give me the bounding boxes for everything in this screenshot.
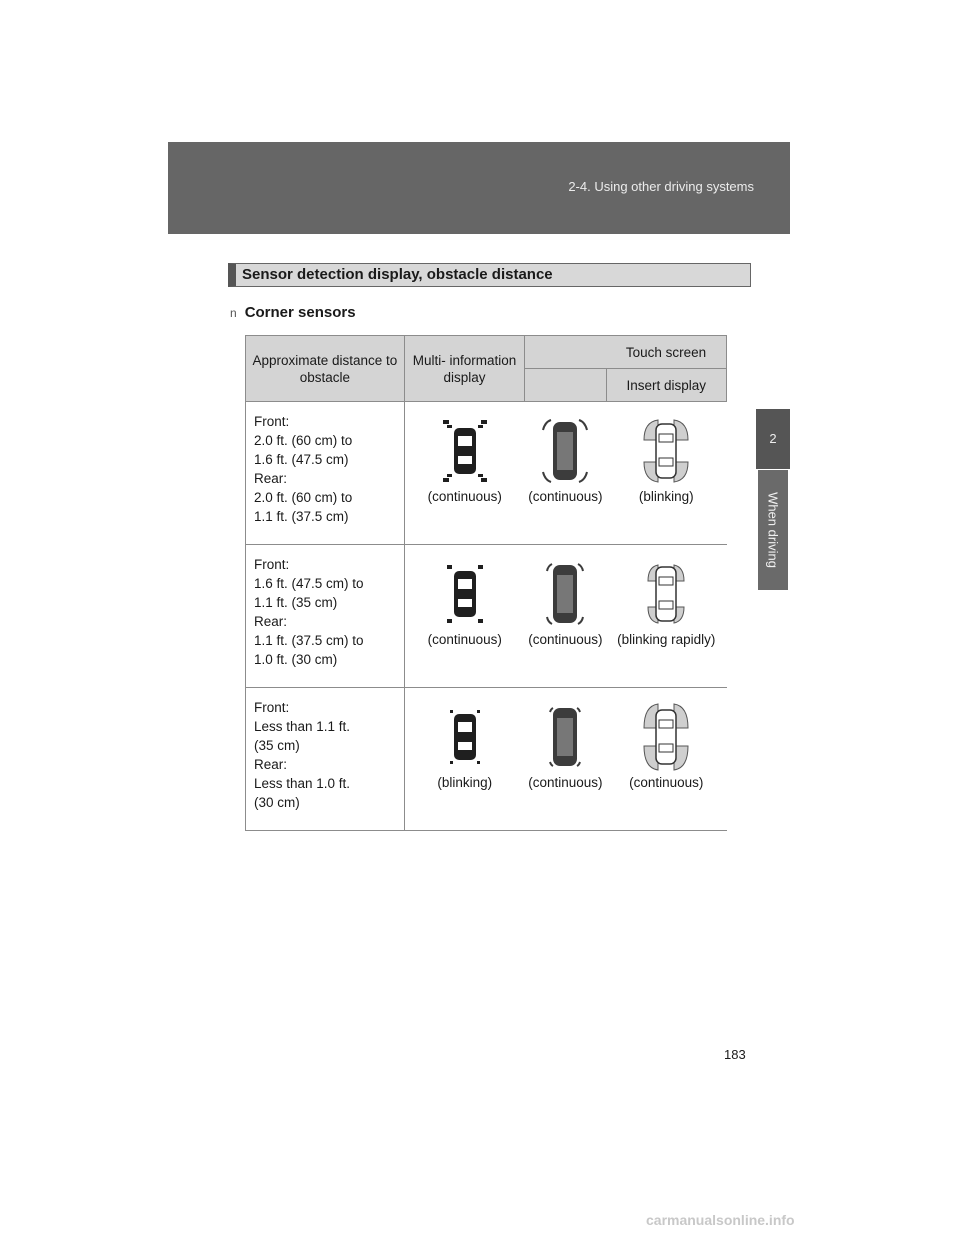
touch-caption: (continuous) <box>528 632 603 647</box>
multi-caption: (blinking) <box>437 775 493 790</box>
sub-heading <box>230 304 356 321</box>
multi-cell <box>404 402 524 545</box>
insert-cell <box>606 545 726 688</box>
distance-cell: Front: 1.6 ft. (47.5 cm) to 1.1 ft. (35 cm) Rear: 1.1 ft. (37.5 cm) to 1.0 ft. (30 cm) <box>246 545 405 688</box>
car-top-view-icon <box>435 416 495 486</box>
insert-caption: (blinking) <box>638 489 694 504</box>
insert-cell <box>606 402 726 545</box>
table-row <box>246 545 727 688</box>
section-title: 2-4. Using other driving systems <box>568 179 754 194</box>
table-row <box>246 402 727 545</box>
multi-caption: (continuous) <box>427 489 502 504</box>
car-top-view-icon <box>435 702 495 772</box>
insert-cell <box>606 688 726 831</box>
sensor-table <box>245 335 727 831</box>
touch-caption: (continuous) <box>528 489 603 504</box>
multi-caption: (continuous) <box>427 632 502 647</box>
car-top-view-icon <box>435 559 495 629</box>
section-heading: Sensor detection display, obstacle distance <box>228 263 751 287</box>
distance-cell: Front: Less than 1.1 ft. (35 cm) Rear: Less than 1.0 ft. (30 cm) <box>246 688 405 831</box>
insert-caption: (continuous) <box>629 775 704 790</box>
touch-cell <box>525 545 606 688</box>
multi-cell <box>404 688 524 831</box>
car-top-view-icon <box>535 416 595 486</box>
car-top-view-icon <box>535 559 595 629</box>
car-top-view-icon <box>636 416 696 486</box>
table-row <box>246 688 727 831</box>
header-touch: Touch screen <box>606 336 726 369</box>
header-touch-spacer <box>525 336 606 369</box>
touch-cell <box>525 402 606 545</box>
watermark: carmanualsonline.info <box>646 1212 795 1228</box>
multi-cell <box>404 545 524 688</box>
insert-caption: (blinking rapidly) <box>617 632 716 647</box>
car-top-view-icon <box>636 559 696 629</box>
distance-cell: Front: 2.0 ft. (60 cm) to 1.6 ft. (47.5 cm) Rear: 2.0 ft. (60 cm) to 1.1 ft. (37.5 cm) <box>246 402 405 545</box>
header-multi: Multi- information display <box>404 336 524 402</box>
header-touch-blank <box>525 369 606 402</box>
sub-heading-text: Corner sensors <box>244 304 356 321</box>
page-number: 183 <box>724 1047 746 1062</box>
car-top-view-icon <box>535 702 595 772</box>
header-insert: Insert display <box>606 369 726 402</box>
header-distance: Approximate distance to obstacle <box>246 336 405 402</box>
car-top-view-icon <box>636 702 696 772</box>
header-band <box>168 142 790 234</box>
chapter-label: When driving <box>758 470 788 590</box>
touch-cell <box>525 688 606 831</box>
touch-caption: (continuous) <box>528 775 603 790</box>
bullet-marker: n <box>230 306 237 320</box>
chapter-tab: 2 <box>756 409 790 469</box>
